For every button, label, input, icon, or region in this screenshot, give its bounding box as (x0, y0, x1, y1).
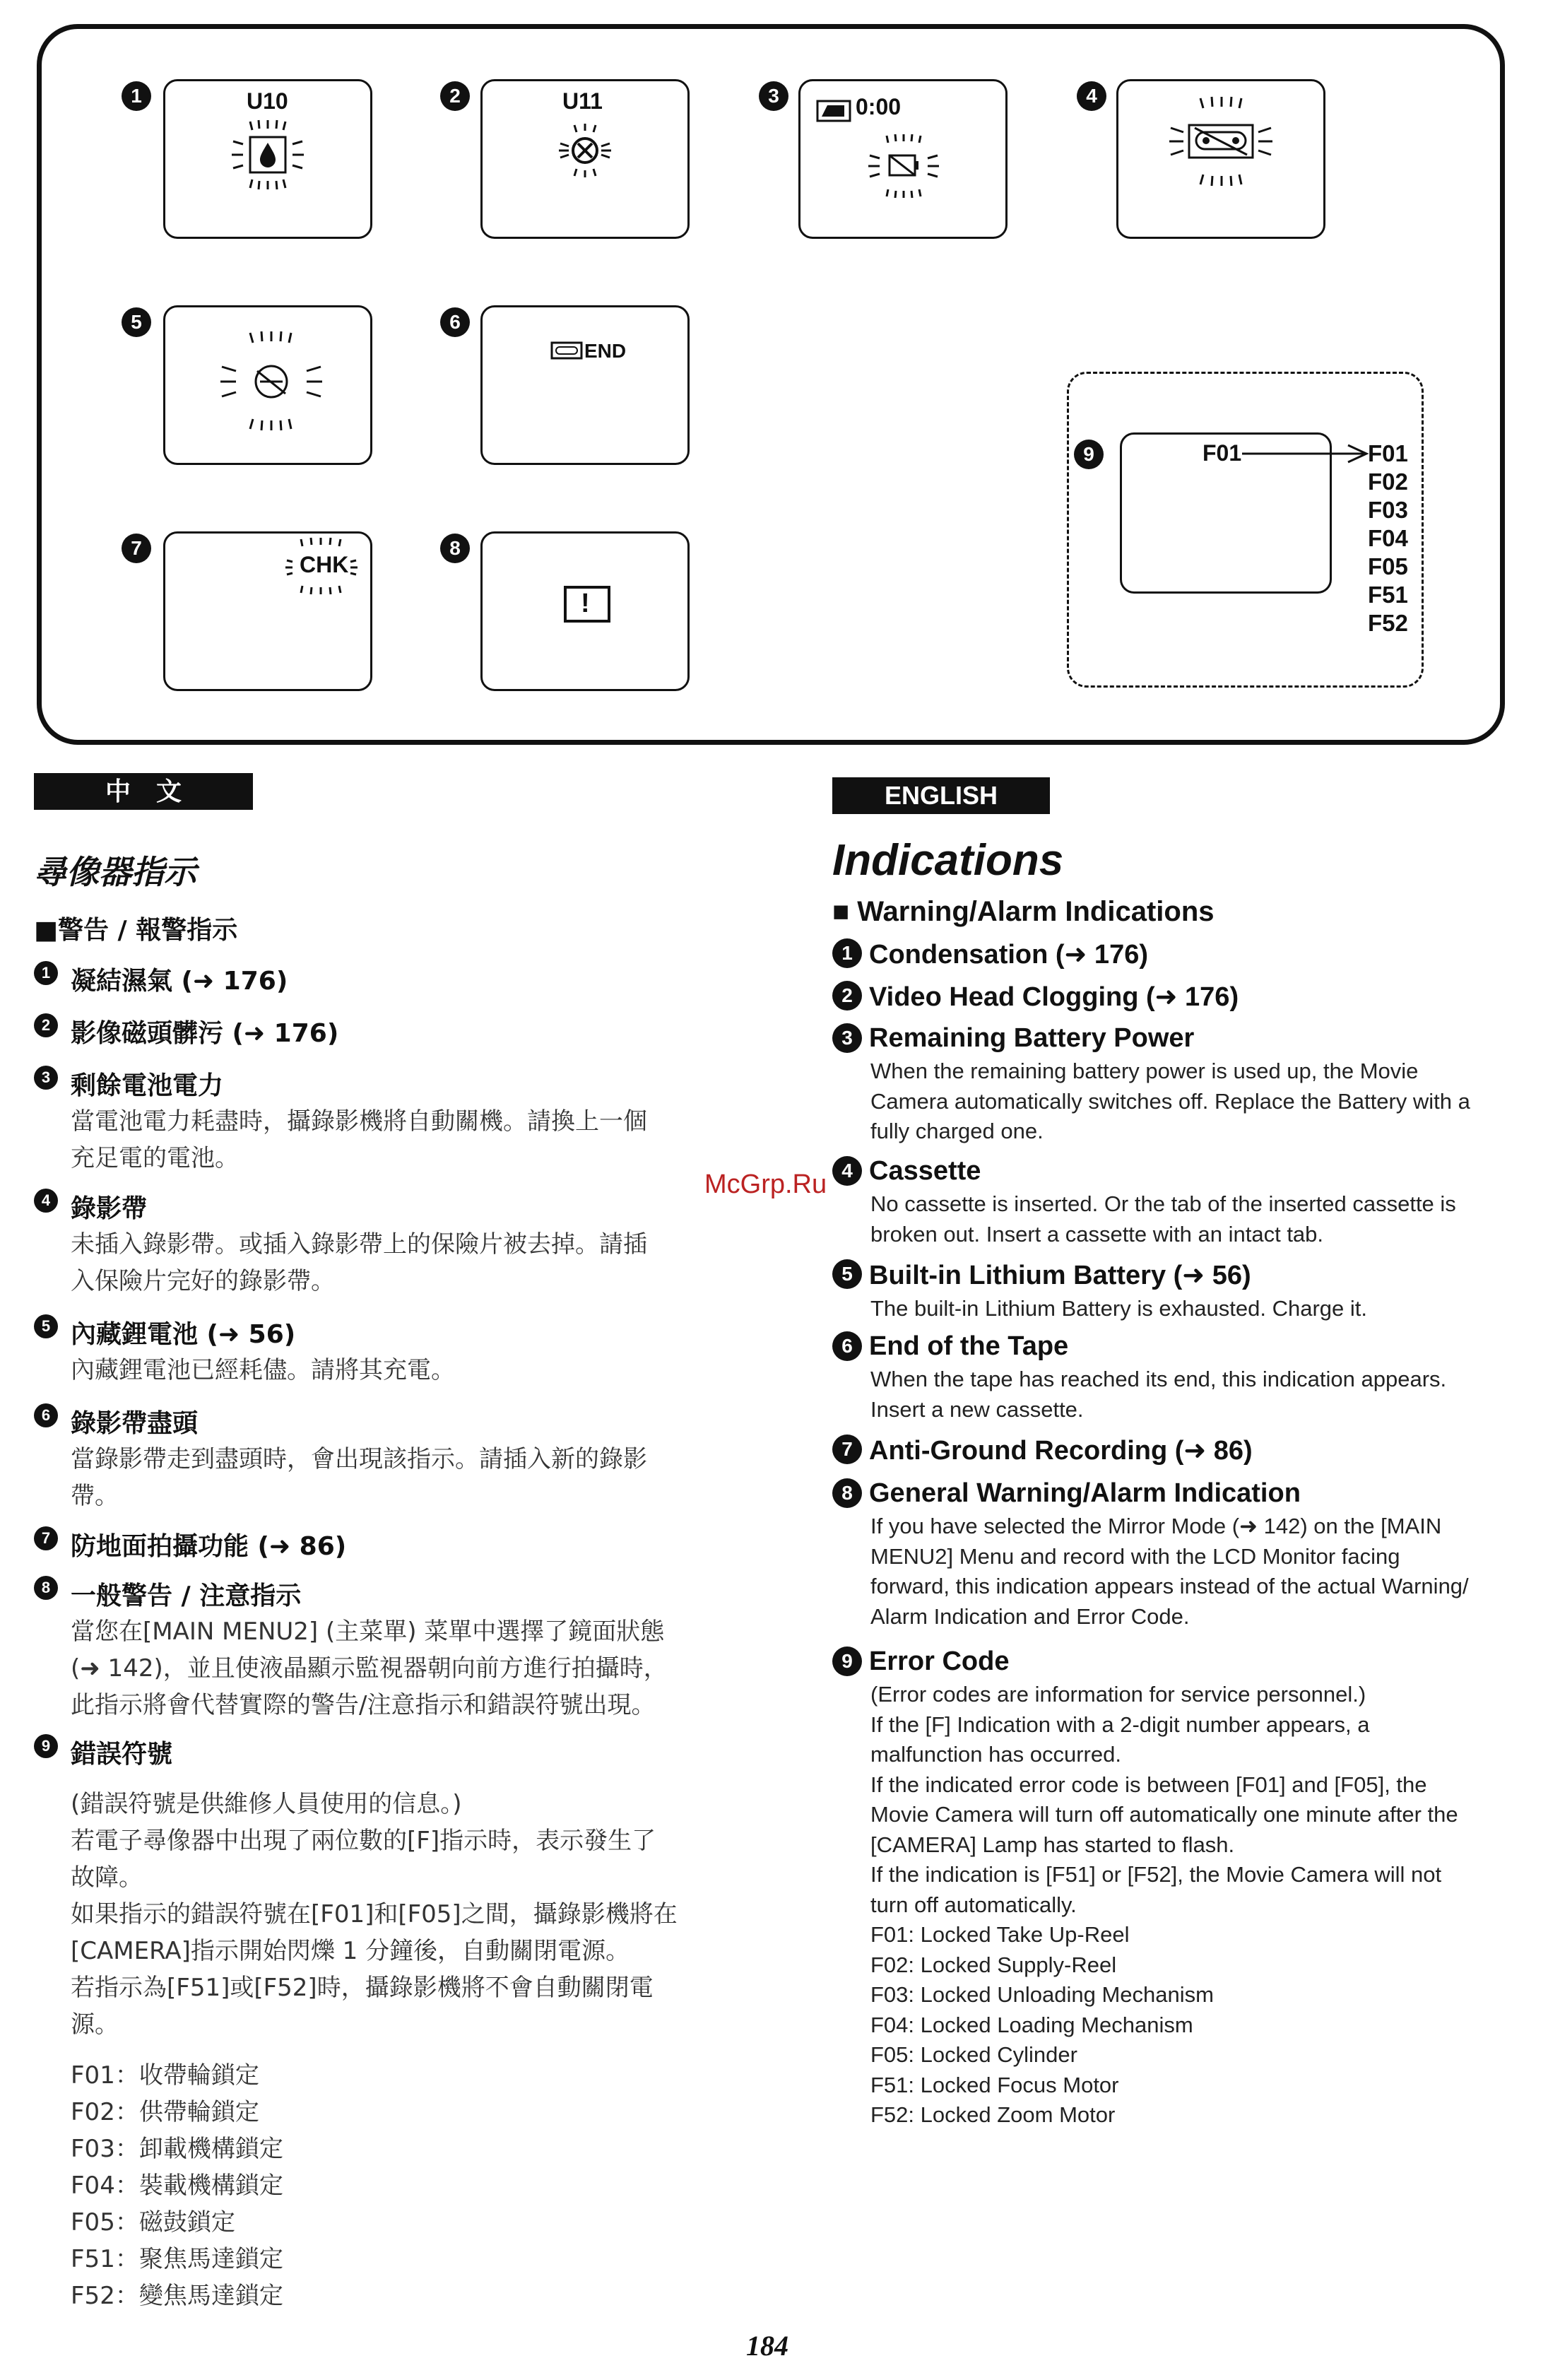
zh-item-body (71, 1613, 726, 1724)
en-item-num: 6 (832, 1331, 862, 1361)
en-item-num: 9 (832, 1646, 862, 1676)
zh-body-line: 如果指示的錯誤符號在[F01]和[F05]之間，攝錄影機將在 (71, 1900, 678, 1928)
en-body-line: broken out. Insert a cassette with an intact tab. (870, 1221, 1324, 1247)
en-code-line: F52: Locked Zoom Motor (870, 2102, 1116, 2127)
zh-item-num: 6 (34, 1403, 58, 1427)
en-item-5 (832, 1259, 1525, 1324)
en-body-line: If the indicated error code is between [F01] and [F05], the (870, 1772, 1427, 1797)
zh-body-line: 未插入錄影帶。或插入錄影帶上的保險片被去掉。請插 (71, 1230, 647, 1259)
chinese-language-bar: 中 文 (34, 773, 253, 810)
en-section-heading: ■ Warning/Alarm Indications (832, 896, 1215, 927)
zh-item-9 (34, 1734, 726, 2314)
en-item-heading: Remaining Battery Power (869, 1023, 1195, 1053)
error-code-f03: F03 (1368, 497, 1408, 523)
condensation-icon (229, 120, 307, 191)
screen-label-exclamation: ! (581, 589, 590, 618)
en-body-line: When the remaining battery power is used up, the Movie (870, 1059, 1419, 1083)
zh-body-line: 故障。 (71, 1863, 143, 1892)
zh-item-num: 7 (34, 1526, 58, 1550)
en-item-body (870, 1189, 1525, 1249)
zh-item-body (71, 1441, 726, 1514)
zh-item-3 (34, 1066, 726, 1177)
zh-code-line: F04：裝載機構鎖定 (71, 2172, 283, 2200)
cassette-warning-icon (1161, 95, 1281, 187)
screen-head-clogging (480, 79, 690, 239)
battery-empty-icon (864, 134, 942, 198)
figure-num-5: 5 (122, 307, 151, 337)
en-code-line: F03: Locked Unloading Mechanism (870, 1982, 1214, 2007)
screen-label-time: 0:00 (856, 94, 902, 119)
screen-label-end: END (584, 340, 627, 362)
zh-item-heading: 錄影帶盡頭 (71, 1409, 199, 1438)
zh-item-body (71, 1226, 726, 1300)
en-item-num: 5 (832, 1259, 862, 1289)
zh-body-line: 帶。 (71, 1482, 119, 1510)
zh-body-line: 入保險片完好的錄影帶。 (71, 1267, 335, 1295)
zh-body-line: 內藏鋰電池已經耗儘。請將其充電。 (71, 1356, 455, 1384)
en-item-8 (832, 1478, 1525, 1632)
en-item-heading: Video Head Clogging (➜ 176) (869, 982, 1239, 1012)
en-item-body (870, 1294, 1525, 1324)
figure-num-6: 6 (440, 307, 470, 337)
zh-item-heading: 錯誤符號 (71, 1740, 173, 1769)
zh-item-body (71, 1786, 726, 2043)
en-item-4 (832, 1156, 1525, 1249)
zh-item-num: 9 (34, 1734, 58, 1758)
zh-item-body (71, 1352, 726, 1389)
en-item-num: 2 (832, 981, 862, 1011)
zh-item-num: 8 (34, 1576, 58, 1600)
battery-mode-icon (816, 100, 851, 122)
zh-code-line: F03：卸載機構鎖定 (71, 2135, 283, 2163)
en-item-body (870, 1365, 1525, 1425)
screen-end-of-tape (480, 305, 690, 465)
zh-item-heading: 防地面拍攝功能 (➜ 86) (71, 1532, 347, 1561)
screen-cassette (1116, 79, 1325, 239)
screen-label-f01: F01 (1203, 440, 1242, 466)
zh-error-code-list (71, 2057, 726, 2314)
en-item-num: 4 (832, 1156, 862, 1186)
zh-body-line: (錯誤符號是供維修人員使用的信息。) (71, 1790, 462, 1818)
en-body-line: forward, this indication appears instead of the actual Warning/ (870, 1574, 1469, 1598)
en-item-body (870, 1512, 1525, 1632)
en-body-line: No cassette is inserted. Or the tab of the inserted cassette is (870, 1191, 1456, 1216)
zh-item-num: 2 (34, 1013, 58, 1037)
en-item-heading: Cassette (869, 1156, 981, 1186)
en-body-line: malfunction has occurred. (870, 1742, 1121, 1767)
en-code-line: F04: Locked Loading Mechanism (870, 2012, 1193, 2037)
watermark: McGrp.Ru (704, 1170, 827, 1199)
zh-item-heading: 剩餘電池電力 (71, 1071, 224, 1100)
en-body-line: Insert a new cassette. (870, 1396, 1084, 1422)
en-item-num: 7 (832, 1435, 862, 1464)
arrow-icon (1242, 444, 1369, 465)
screen-label-u10: U10 (247, 88, 288, 114)
error-code-f05: F05 (1368, 553, 1408, 579)
zh-item-num: 5 (34, 1314, 58, 1338)
figure-num-7: 7 (122, 534, 151, 563)
zh-item-2 (34, 1013, 726, 1049)
screen-label-chk: CHK (300, 552, 349, 577)
zh-item-4 (34, 1189, 726, 1300)
zh-item-7 (34, 1526, 726, 1562)
error-code-f52: F52 (1368, 610, 1408, 636)
en-body-line: fully charged one. (870, 1119, 1044, 1143)
zh-code-line: F51：聚焦馬達鎖定 (71, 2245, 283, 2273)
en-item-1 (832, 938, 1525, 970)
zh-code-line: F52：變焦馬達鎖定 (71, 2282, 283, 2310)
en-body-line: [CAMERA] Lamp has started to flash. (870, 1832, 1235, 1857)
zh-body-line: 當電池電力耗盡時，攝錄影機將自動關機。請換上一個 (71, 1107, 647, 1136)
en-item-heading: General Warning/Alarm Indication (869, 1478, 1301, 1508)
zh-item-6 (34, 1403, 726, 1514)
zh-code-line: F01：收帶輪鎖定 (71, 2061, 259, 2090)
en-item-heading: Anti-Ground Recording (➜ 86) (869, 1436, 1253, 1466)
en-body-line: Movie Camera will turn off automatically one minute after the (870, 1802, 1458, 1827)
zh-code-line: F05：磁鼓鎖定 (71, 2208, 235, 2237)
error-code-f04: F04 (1368, 525, 1408, 551)
zh-body-line: [CAMERA]指示開始閃爍 1 分鐘後，自動關閉電源。 (71, 1937, 630, 1965)
zh-item-8 (34, 1576, 726, 1724)
zh-item-num: 1 (34, 961, 58, 985)
zh-body-line: 源。 (71, 2010, 119, 2039)
error-code-f51: F51 (1368, 582, 1408, 608)
en-item-6 (832, 1331, 1525, 1425)
en-item-2 (832, 981, 1525, 1013)
en-item-body (870, 1680, 1525, 2131)
zh-item-heading: 一般警告 / 注意指示 (71, 1581, 302, 1610)
en-body-line: (Error codes are information for service personnel.) (870, 1682, 1366, 1707)
en-item-heading: Error Code (869, 1646, 1010, 1676)
en-body-line: Alarm Indication and Error Code. (870, 1603, 1190, 1629)
en-item-heading: Built-in Lithium Battery (➜ 56) (869, 1261, 1251, 1290)
lithium-battery-icon (208, 329, 335, 435)
en-code-line: F02: Locked Supply-Reel (870, 1952, 1117, 1977)
zh-item-heading: 內藏鋰電池 (➜ 56) (71, 1320, 296, 1349)
en-code-line: F05: Locked Cylinder (870, 2042, 1077, 2067)
zh-item-num: 4 (34, 1189, 58, 1213)
figure-num-9: 9 (1074, 440, 1104, 469)
zh-item-body (71, 1103, 726, 1177)
zh-body-line: 當您在[MAIN MENU2] (主菜單) 菜單中選擇了鏡面狀態 (71, 1618, 665, 1646)
figure-num-3: 3 (759, 81, 788, 111)
error-code-f02: F02 (1368, 469, 1408, 495)
zh-code-line: F02：供帶輪鎖定 (71, 2098, 259, 2126)
zh-item-5 (34, 1314, 726, 1389)
en-body-line: Camera automatically switches off. Replace the Battery with a (870, 1088, 1470, 1114)
screen-anti-ground (163, 531, 372, 691)
en-item-heading: End of the Tape (869, 1331, 1069, 1361)
en-body-line: If the indication is [F51] or [F52], the Movie Camera will not (870, 1862, 1442, 1887)
zh-item-1 (34, 961, 726, 997)
zh-body-line: 當錄影帶走到盡頭時，會出現該指示。請插入新的錄影 (71, 1445, 647, 1473)
zh-body-line: 若電子尋像器中出現了兩位數的[F]指示時，表示發生了 (71, 1827, 656, 1855)
en-body-line: When the tape has reached its end, this indication appears. (870, 1367, 1447, 1391)
zh-item-num: 3 (34, 1066, 58, 1090)
en-code-line: F01: Locked Take Up-Reel (870, 1922, 1130, 1947)
zh-item-heading: 凝結濕氣 (➜ 176) (71, 967, 288, 996)
en-item-7 (832, 1435, 1525, 1466)
zh-section-heading: ■警告 / 報警指示 (34, 916, 238, 945)
screen-general-warning (480, 531, 690, 691)
figure-num-8: 8 (440, 534, 470, 563)
en-code-line: F51: Locked Focus Motor (870, 2072, 1119, 2097)
en-body-line: If the [F] Indication with a 2-digit number appears, a (870, 1712, 1370, 1737)
zh-item-heading: 影像磁頭髒污 (➜ 176) (71, 1019, 339, 1048)
en-item-9 (832, 1646, 1525, 2131)
en-body-line: turn off automatically. (870, 1892, 1077, 1917)
screen-label-u11: U11 (562, 88, 603, 114)
en-item-num: 3 (832, 1023, 862, 1053)
figure-num-2: 2 (440, 81, 470, 111)
en-item-num: 8 (832, 1478, 862, 1508)
en-item-heading: Condensation (➜ 176) (869, 940, 1148, 970)
en-item-num: 1 (832, 938, 862, 968)
en-title: Indications (832, 836, 1064, 885)
screen-lithium-battery (163, 305, 372, 465)
tape-end-icon (550, 341, 583, 360)
zh-title: 尋像器指示 (34, 853, 196, 891)
page-number: 184 (746, 2330, 788, 2362)
en-body-line: If you have selected the Mirror Mode (➜ 142) on the [MAIN (870, 1514, 1442, 1538)
figure-num-4: 4 (1077, 81, 1106, 111)
zh-body-line: 充足電的電池。 (71, 1144, 239, 1172)
head-clogging-icon (553, 122, 617, 179)
figure-num-1: 1 (122, 81, 151, 111)
zh-body-line: (➜ 142)，並且使液晶顯示監視器朝向前方進行拍攝時， (71, 1654, 668, 1683)
zh-body-line: 此指示將會代替實際的警告/注意指示和錯誤符號出現。 (71, 1691, 656, 1719)
en-body-line: The built-in Lithium Battery is exhausted. Charge it. (870, 1296, 1368, 1321)
en-item-body (870, 1056, 1525, 1147)
zh-body-line: 若指示為[F51]或[F52]時，攝錄影機將不會自動關閉電 (71, 1974, 654, 2002)
zh-item-heading: 錄影帶 (71, 1194, 148, 1223)
error-code-f01: F01 (1368, 440, 1408, 466)
en-body-line: MENU2] Menu and record with the LCD Monitor facing (870, 1543, 1400, 1569)
screen-condensation (163, 79, 372, 239)
en-item-3 (832, 1023, 1525, 1147)
english-language-bar: ENGLISH (832, 777, 1050, 814)
screen-battery-power (798, 79, 1008, 239)
